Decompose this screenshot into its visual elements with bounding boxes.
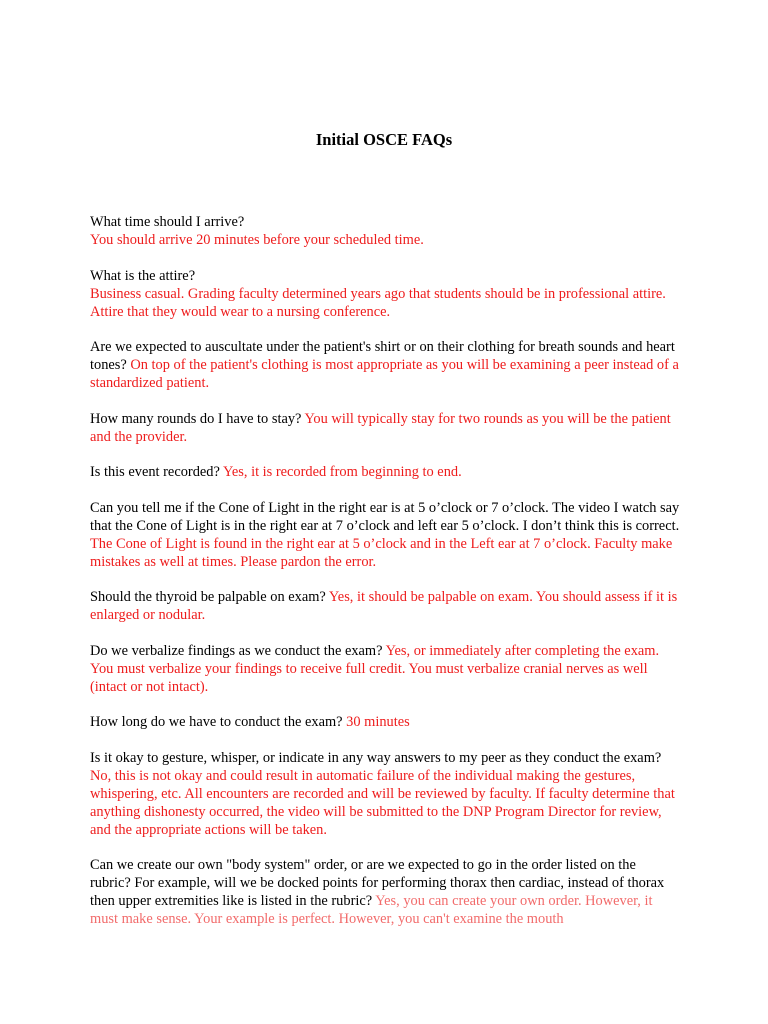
- faq-question: How long do we have to conduct the exam?: [90, 714, 347, 730]
- faq-question: Is this event recorded?: [90, 464, 223, 480]
- faq-item: [90, 499, 680, 571]
- faq-answer: Yes, it should be palpable on exam. You should assess if it is enlarged or nodular.: [90, 589, 678, 623]
- faq-answer: Yes, or immediately after completing the exam. You must verbalize your findings to receive full credit. You must verbalize cranial nerves as well (intact or not intact).: [90, 642, 660, 695]
- faq-answer: Yes, it is recorded from beginning to end.: [222, 464, 462, 480]
- faq-item: [90, 410, 680, 446]
- faq-item: [90, 338, 680, 392]
- page-title: Initial OSCE FAQs: [315, 130, 453, 149]
- faq-answer: No, this is not okay and could result in automatic failure of the individual making the gestures, whispering, etc. All encounters are recorded and will be reviewed by faculty. If faculty determine that anything dishonesty occurred, the video will be submitted to the DNP Program Director for review, and the appropriate actions will be taken.: [90, 767, 675, 838]
- faq-question: Can you tell me if the Cone of Light in the right ear is at 5 o’clock or 7 o’clock. The video I watch say that the Cone of Light is in the right ear at 7 o’clock and left ear 5 o’clock. I don’t think this is correct.: [90, 499, 680, 534]
- faq-question: Is it okay to gesture, whisper, or indicate in any way answers to my peer as they conduct the exam?: [90, 749, 662, 766]
- faq-item: [90, 463, 680, 481]
- faq-item: [90, 749, 680, 839]
- faq-question: What time should I arrive?: [90, 214, 245, 230]
- faq-item: [90, 267, 680, 321]
- faq-question: Should the thyroid be palpable on exam?: [90, 589, 329, 605]
- faq-question: How many rounds do I have to stay?: [90, 410, 305, 427]
- faq-answer: You will typically stay for two rounds as you will be the patient and the provider.: [90, 410, 671, 445]
- faq-answer: The Cone of Light is found in the right ear at 5 o’clock and in the Left ear at 7 o’clock. Faculty make mistakes as well at times. Please pardon the error.: [90, 535, 673, 570]
- faq-question: Do we verbalize findings as we conduct the exam?: [90, 642, 386, 659]
- faq-question: Are we expected to auscultate under the patient's shirt or on their clothing for breath sounds and heart tones?: [90, 339, 675, 373]
- faq-question: What is the attire?: [90, 267, 196, 284]
- faq-item: [90, 642, 680, 696]
- faq-answer: 30 minutes: [346, 714, 410, 730]
- faq-answer: You should arrive 20 minutes before your scheduled time.: [90, 232, 424, 248]
- faq-list: [90, 213, 680, 946]
- faq-question: Can we create our own "body system" order, or are we expected to go in the order listed on the rubric? For example, will we be docked points for performing thorax then cardiac, instead of thorax then upper extremities like is listed in the rubric?: [90, 857, 665, 909]
- faq-item: [90, 588, 680, 624]
- faq-item: [90, 856, 680, 928]
- faq-answer: Yes, you can create your own order. However, it must make sense. Your example is perfect. However, you can't examine the mouth: [90, 893, 653, 927]
- faq-answer: On top of the patient's clothing is most appropriate as you will be examining a peer instead of a standardized patient.: [90, 357, 679, 391]
- faq-item: [90, 213, 680, 249]
- faq-item: [90, 713, 680, 731]
- faq-answer: Business casual. Grading faculty determined years ago that students should be in professional attire. Attire that they would wear to a nursing conference.: [90, 285, 666, 320]
